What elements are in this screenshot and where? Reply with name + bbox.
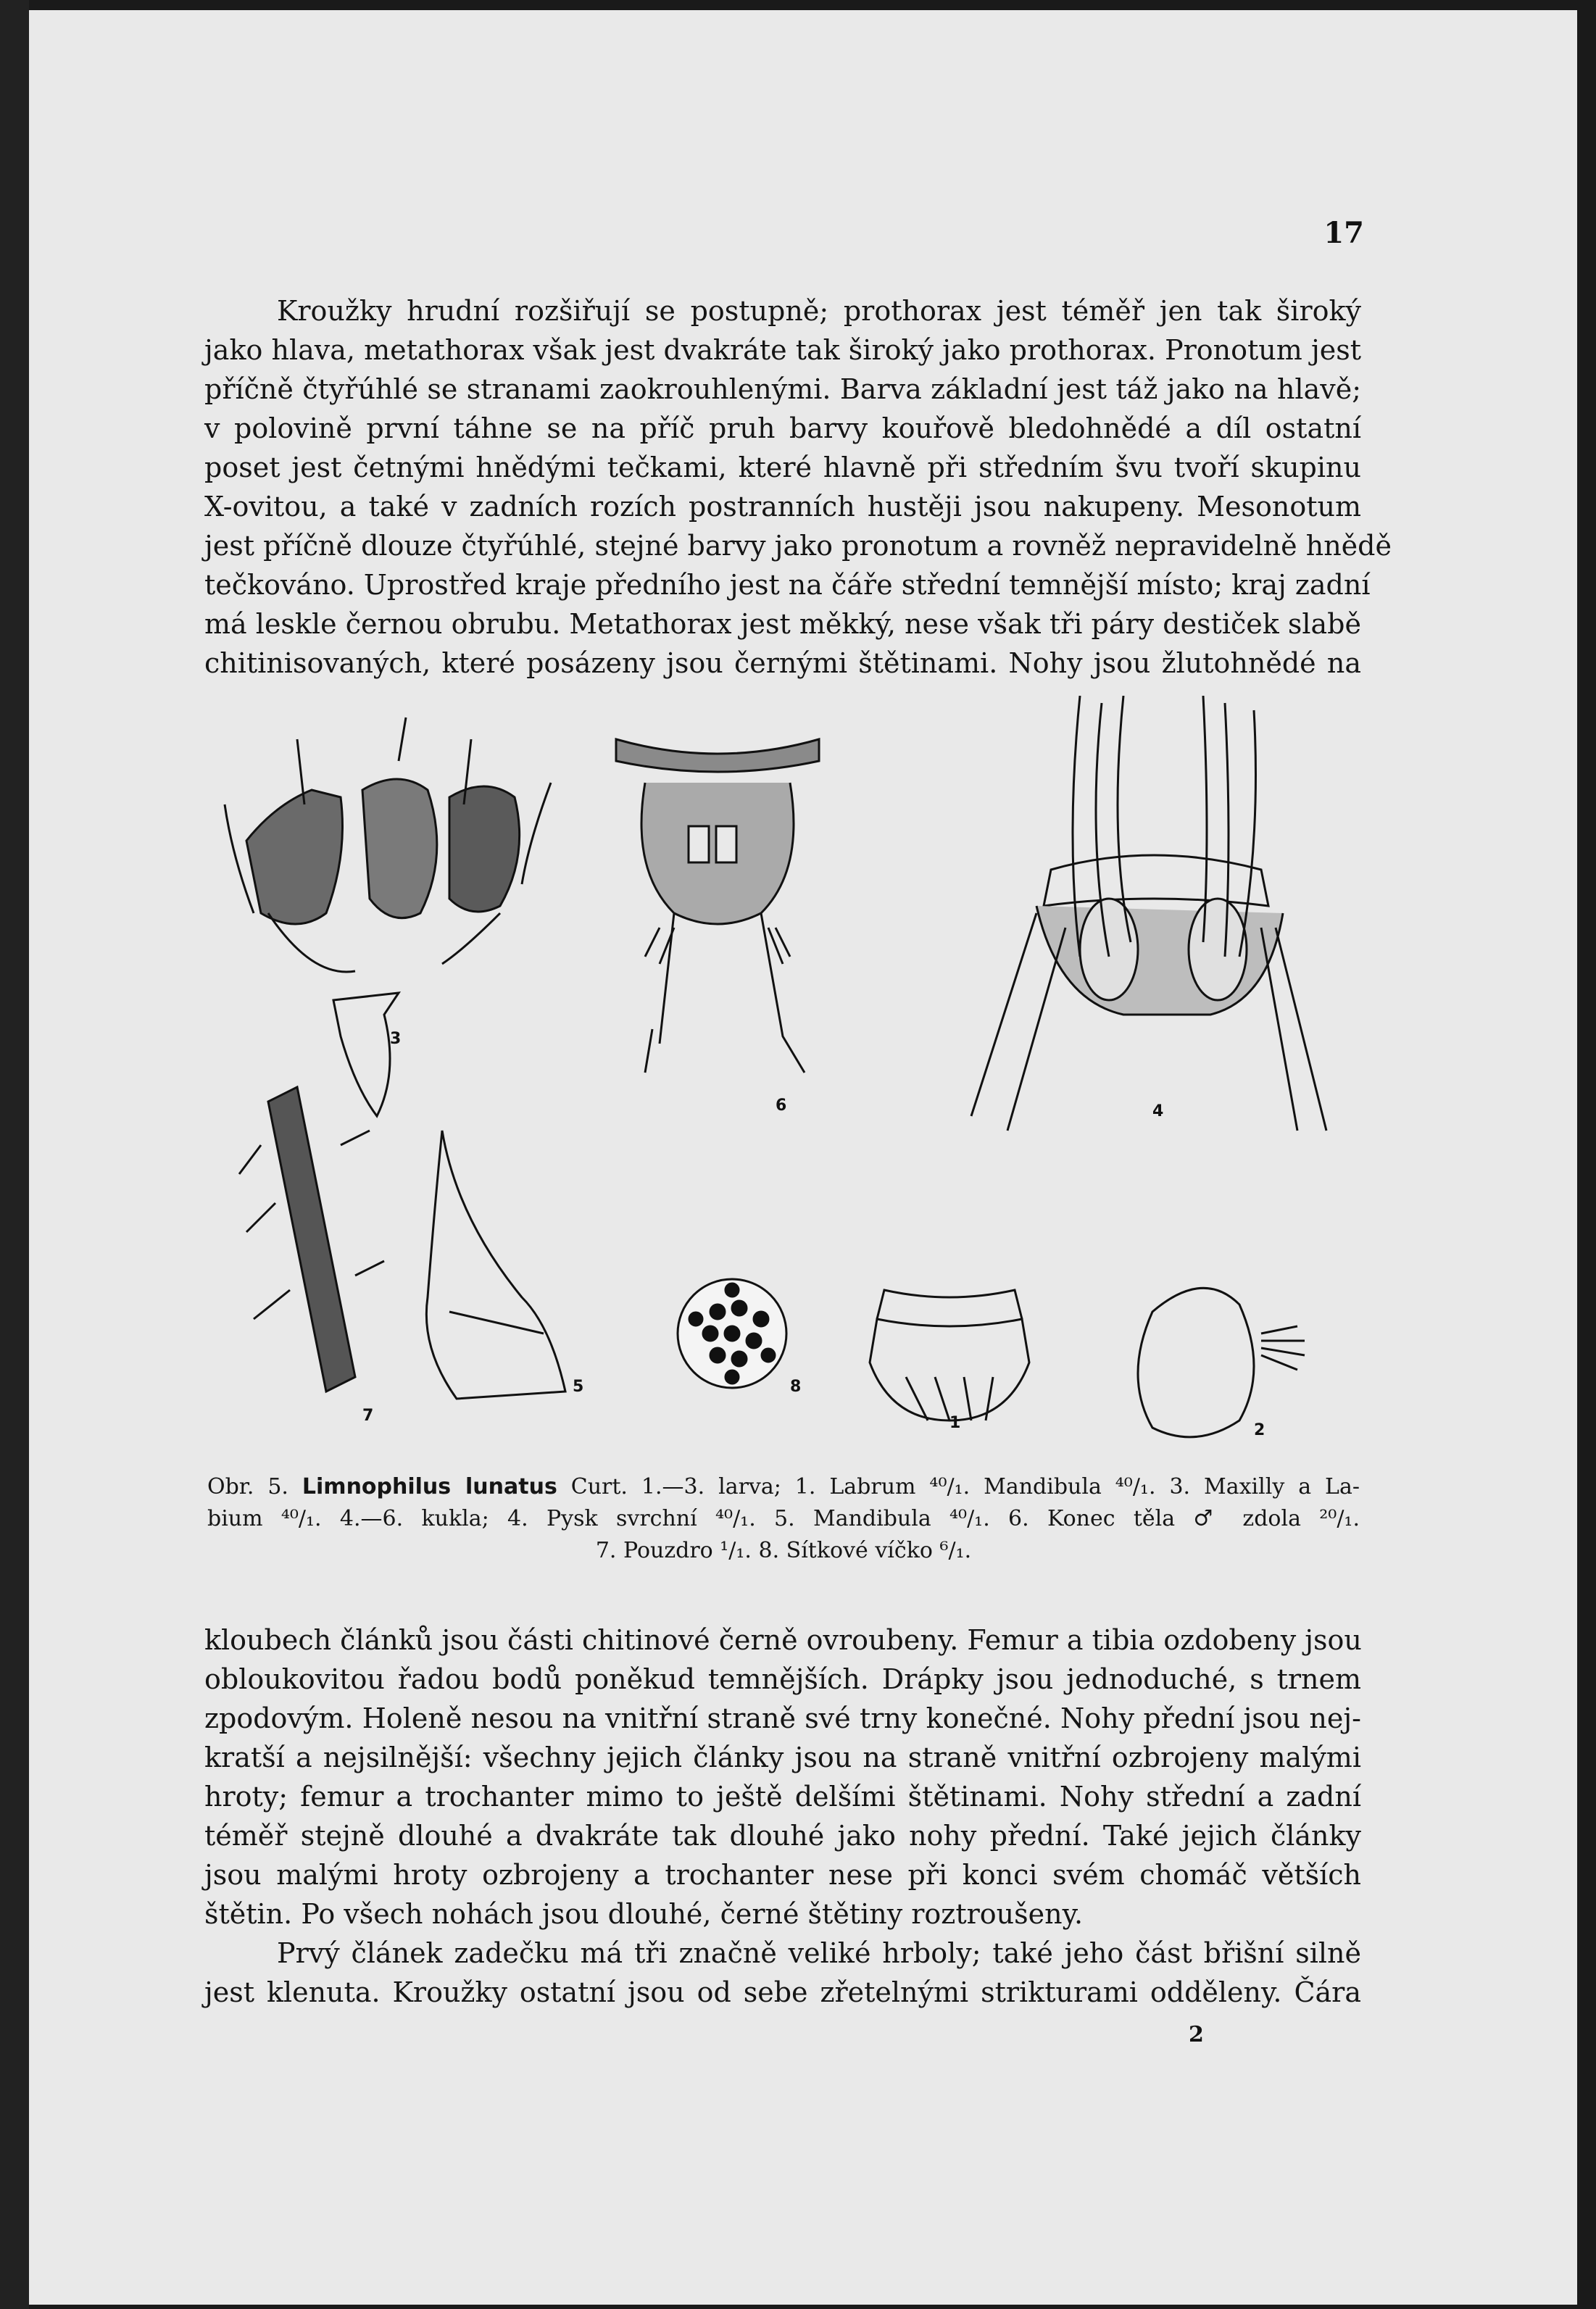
caption-prefix: Obr. 5. xyxy=(207,1474,288,1499)
fig3-maxillae-labium xyxy=(225,717,551,1116)
printer-signature-mark: 2 xyxy=(1189,2022,1204,2047)
text-line: má leskle černou obrubu. Metathorax jest měkký, nese však tři páry destiček slabě xyxy=(204,608,1361,640)
figure-label-7: 7 xyxy=(362,1407,374,1425)
fig1-labrum xyxy=(870,1290,1029,1420)
text-line: chitinisovaných, které posázeny jsou černými štětinami. Nohy jsou žlutohnědé na xyxy=(204,647,1361,679)
caption-line-3: 7. Pouzdro ¹/₁. 8. Sítkové víčko ⁶/₁. xyxy=(595,1538,972,1563)
paragraph-1 xyxy=(204,291,1392,683)
figure-label-6: 6 xyxy=(776,1097,787,1115)
fig5-mandible xyxy=(426,1131,565,1399)
text-line: kratší a nejsilnější: všechny jejich články jsou na straně vnitřní ozbrojeny malými xyxy=(204,1742,1361,1773)
paragraph-2 xyxy=(204,1621,1361,1934)
text-line: X-ovitou, a také v zadních rozích postranních hustěji jsou nakupeny. Mesonotum xyxy=(204,491,1361,523)
fig8-mesh-lid xyxy=(678,1279,786,1388)
text-line: tečkováno. Uprostřed kraje předního jest na čáře střední temnější místo; kraj zadní xyxy=(204,569,1371,601)
text-line: příčně čtyřúhlé se stranami zaokrouhlenými. Barva základní jest táž jako na hlavě; xyxy=(204,373,1361,405)
text-line: hroty; femur a trochanter mimo to ještě delšími štětinami. Nohy střední a zadní xyxy=(204,1781,1361,1813)
fig2-larval-mandible xyxy=(1138,1288,1305,1437)
text-line: obloukovitou řadou bodů poněkud temnějších. Drápky jsou jednoduché, s trnem xyxy=(204,1663,1361,1695)
book-spine xyxy=(0,0,29,2309)
caption-line-1 xyxy=(207,1471,1360,1503)
figure-label-8: 8 xyxy=(790,1378,802,1396)
caption-suffix: Curt. 1.—3. larva; 1. Labrum ⁴⁰/₁. Mandibula ⁴⁰/₁. 3. Maxilly a La- xyxy=(570,1474,1360,1499)
text-line: jest příčně dlouze čtyřúhlé, stejné barvy jako pronotum a rovněž nepravidelně hnědě xyxy=(204,530,1392,562)
figure-label-1: 1 xyxy=(949,1414,961,1432)
text-line: jest klenuta. Kroužky ostatní jsou od sebe zřetelnými strikturami odděleny. Čára xyxy=(204,1976,1361,2008)
fig6-body-end xyxy=(616,739,819,1073)
figure-label-3: 3 xyxy=(390,1030,402,1048)
text-line: téměř stejně dlouhé a dvakráte tak dlouhé jako nohy přední. Také jejich články xyxy=(204,1820,1361,1852)
figure-drawings xyxy=(210,696,1341,1464)
text-line: Prvý článek zadečku má tři značně veliké hrboly; také jeho část břišní silně xyxy=(277,1937,1361,1969)
fig4-labrum xyxy=(971,696,1326,1131)
text-line: jako hlava, metathorax však jest dvakráte tak široký jako prothorax. Pronotum jest xyxy=(204,334,1361,366)
page-number: 17 xyxy=(1323,216,1364,250)
text-line: Kroužky hrudní rozšiřují se postupně; prothorax jest téměř jen tak široký xyxy=(277,295,1361,327)
text-line: poset jest četnými hnědými tečkami, které hlavně při středním švu tvoří skupinu xyxy=(204,452,1361,483)
paragraph-3 xyxy=(204,1934,1361,2012)
text-line: v polovině první táhne se na příč pruh barvy kouřově bledohnědé a díl ostatní xyxy=(204,412,1361,444)
figure-caption xyxy=(207,1471,1360,1567)
text-line: štětin. Po všech nohách jsou dlouhé, černé štětiny roztroušeny. xyxy=(204,1898,1084,1930)
caption-species: Limnophilus lunatus xyxy=(302,1474,557,1499)
figure-5-illustrations xyxy=(210,696,1341,1464)
caption-line-2: bium ⁴⁰/₁. 4.—6. kukla; 4. Pysk svrchní ⁴⁰/₁. 5. Mandibula ⁴⁰/₁. 6. Konec těla ♂ zdola ²⁰/₁. xyxy=(207,1506,1360,1531)
figure-label-4: 4 xyxy=(1152,1102,1164,1120)
figure-label-2: 2 xyxy=(1254,1421,1265,1439)
fig7-case xyxy=(239,1087,384,1391)
text-line: jsou malými hroty ozbrojeny a trochanter nese při konci svém chomáč větších xyxy=(204,1859,1361,1891)
text-line: kloubech článků jsou části chitinové černě ovroubeny. Femur a tibia ozdobeny jsou xyxy=(204,1624,1362,1656)
text-line: zpodovým. Holeně nesou na vnitřní straně své trny konečné. Nohy přední jsou nej- xyxy=(204,1702,1361,1734)
figure-label-5: 5 xyxy=(573,1378,584,1396)
